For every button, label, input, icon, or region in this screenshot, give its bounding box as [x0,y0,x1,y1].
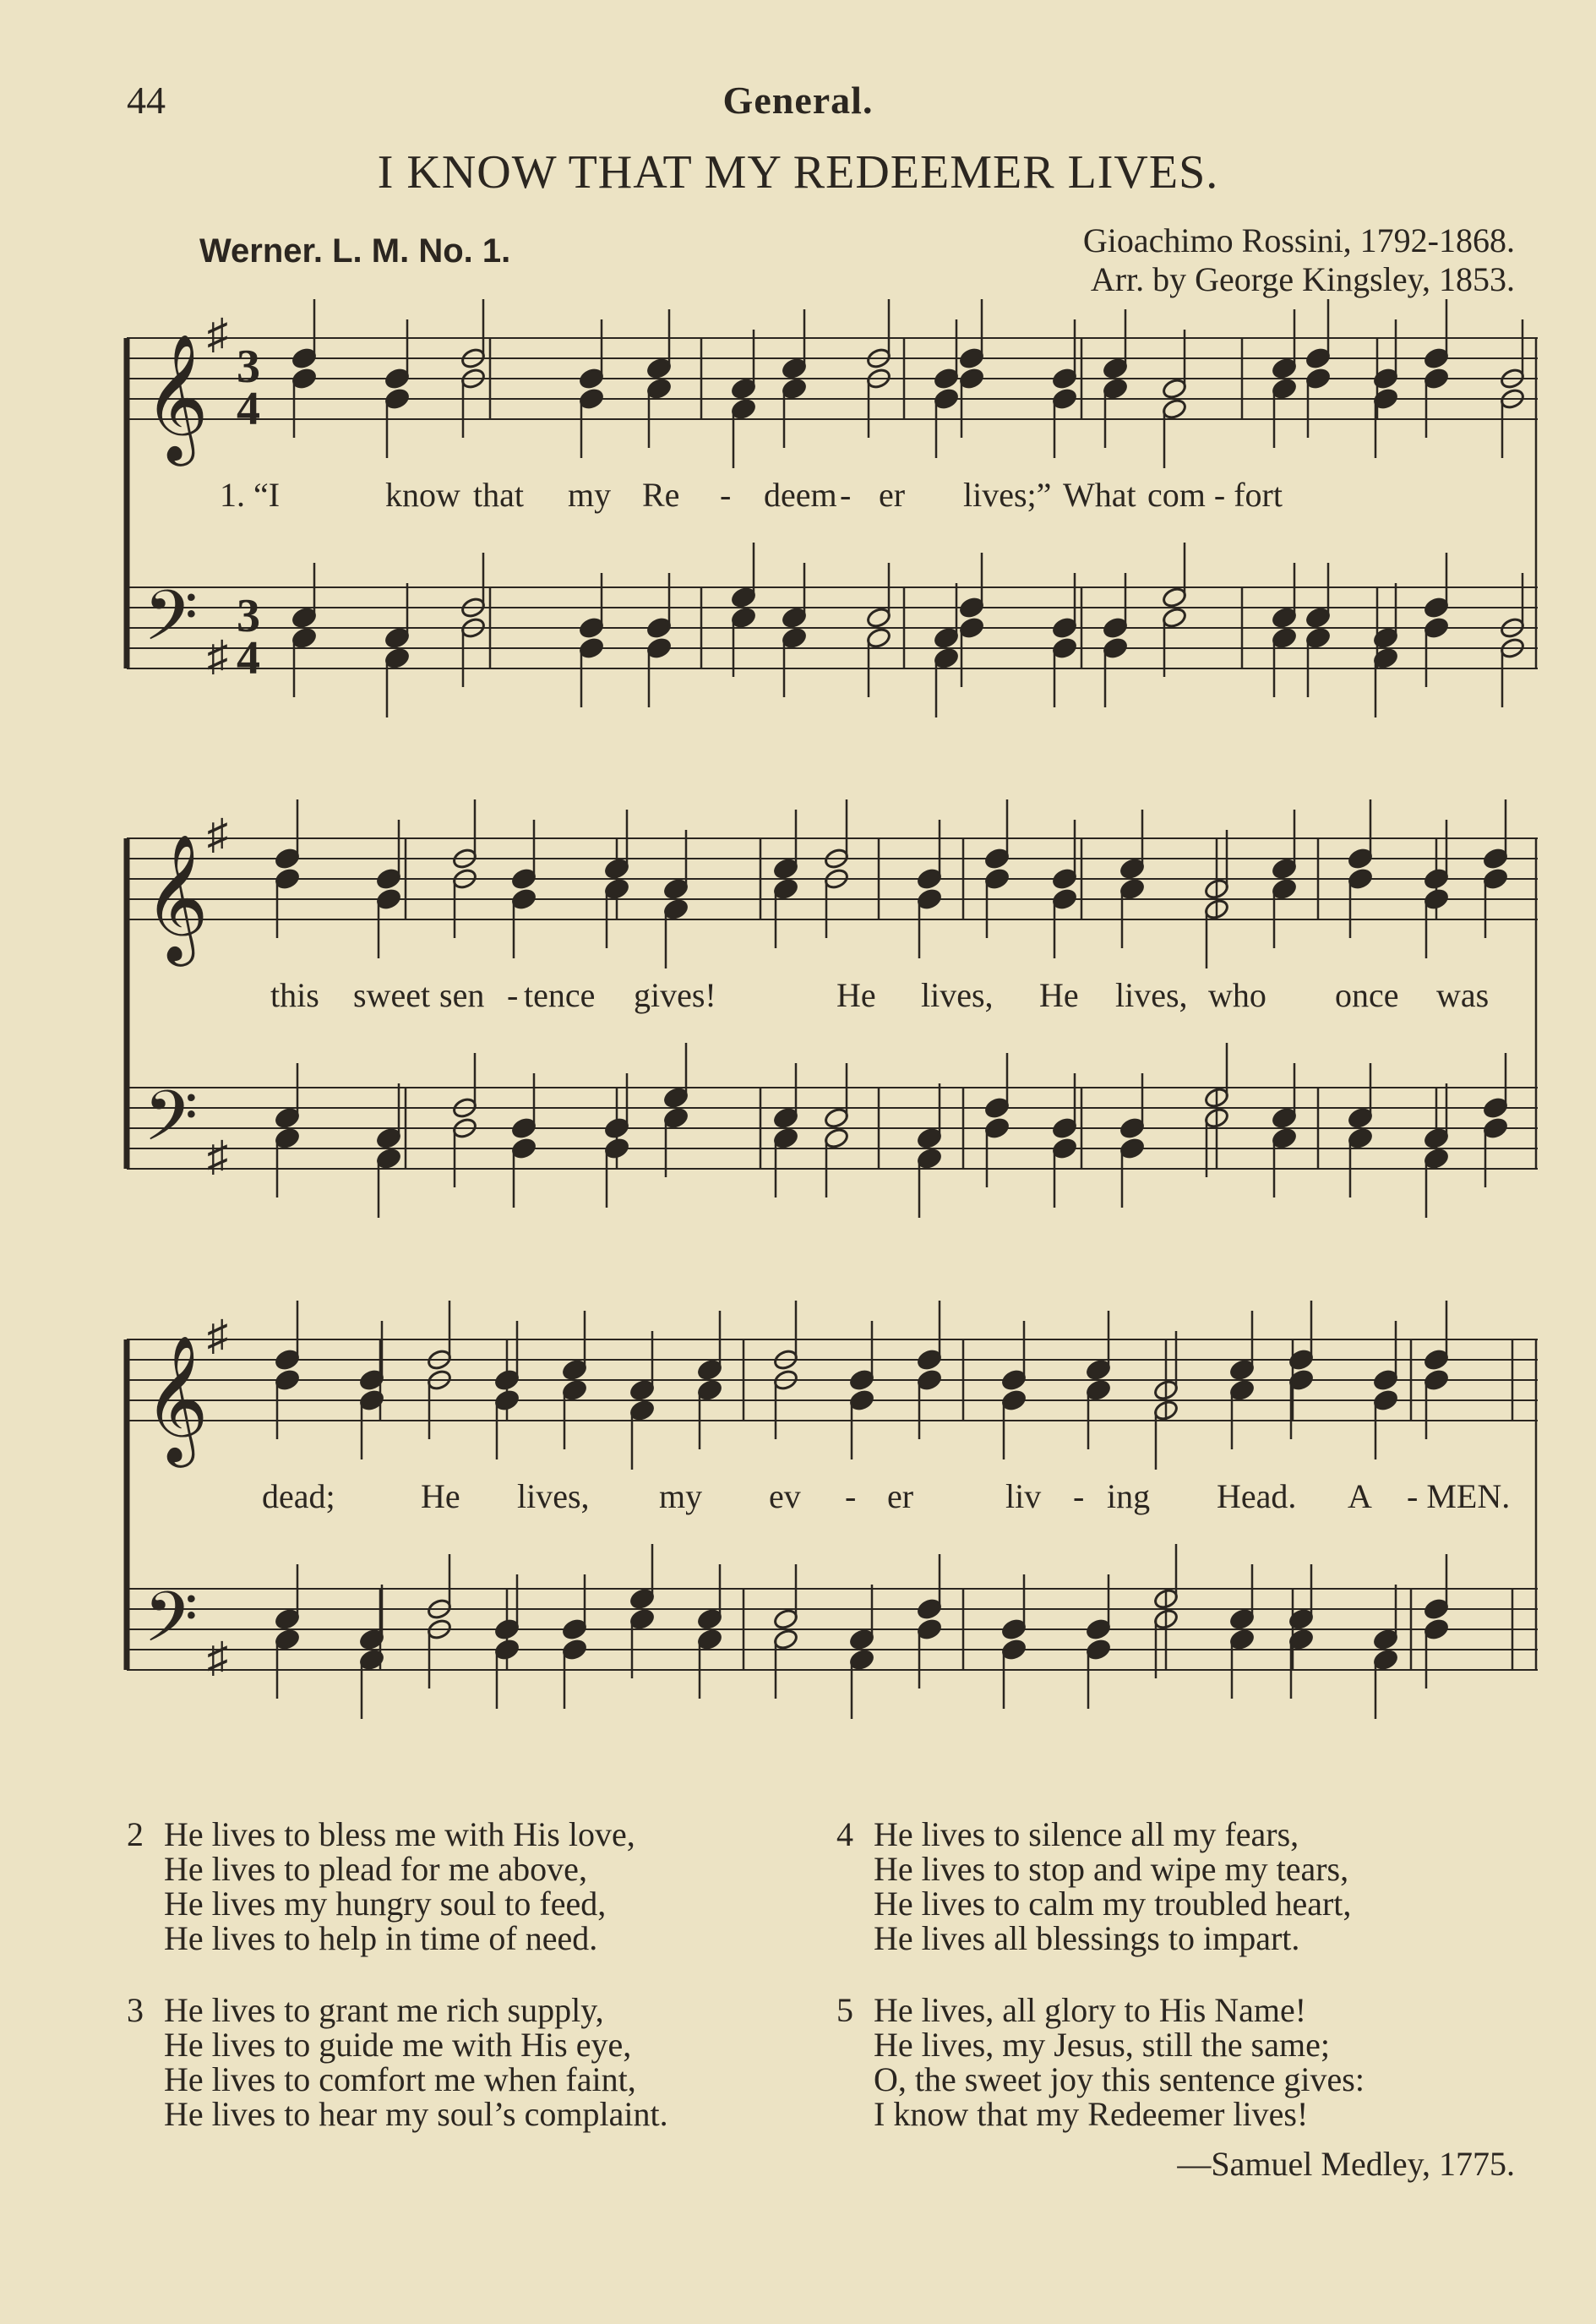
lyric-syllable: sen [439,976,485,1014]
staff-graphics [118,296,1546,735]
lyric-syllable: deem [764,476,837,514]
sharp-sign: ♯ [207,632,228,679]
lyric-syllable: lives;” [963,476,1052,514]
lyric-syllable: - [840,476,852,514]
lyric-syllable: my [659,1477,703,1515]
lyric-syllable: com - fort [1147,476,1283,514]
lyric-syllable: ing [1107,1477,1151,1515]
sharp-sign: ♯ [207,1312,228,1359]
lyric-syllable: lives, [1115,976,1188,1014]
lyric-syllable: tence [524,976,596,1014]
lyric-syllable: 1. “I [220,476,281,514]
treble-clef: 𝄞 [144,1334,209,1462]
lyric-syllable: gives! [634,976,716,1014]
lyric-syllable: was [1436,976,1490,1014]
page-number: 44 [127,79,166,122]
lyric-syllable: He [836,976,876,1014]
bass-clef: 𝄢 [144,1576,199,1675]
lyric-syllable: A [1348,1477,1372,1515]
treble-clef: 𝄞 [144,832,209,961]
stanza-line: He lives to help in time of need. [164,1919,598,1957]
author-credit: —Samuel Medley, 1775. [1177,2145,1515,2183]
stanza-line: He lives to comfort me when faint, [164,2060,636,2098]
music-system-3 [118,1297,1546,1737]
lyric-syllable: er [887,1477,914,1515]
stanza-line: He lives, my Jesus, still the same; [874,2026,1330,2064]
lyric-syllable: - [720,476,732,514]
lyric-syllable: He [1039,976,1079,1014]
time-signature-top: 3 [237,590,260,642]
lyric-syllable: - [1073,1477,1085,1515]
lyric-syllable: sweet [353,976,431,1014]
lyric-syllable: Head. [1217,1477,1297,1515]
sharp-sign: ♯ [207,810,228,858]
stanza-number: 2 [127,1815,144,1853]
lyric-syllable: this [270,976,319,1014]
stanza-line: I know that my Redeemer lives! [874,2095,1309,2133]
lyric-syllable: dead; [262,1477,335,1515]
stanza-line: He lives to grant me rich supply, [164,1991,604,2029]
lyric-syllable: er [879,476,906,514]
stanza-number: 4 [836,1815,853,1853]
lyric-syllable: Re [642,476,680,514]
stanza-line: He lives my hungry soul to feed, [164,1885,607,1923]
composer-credit [1083,221,1515,299]
time-signature-top: 3 [237,341,260,393]
lyric-syllable: that [473,476,524,514]
bass-clef: 𝄢 [144,1075,199,1174]
music-system-2 [118,796,1546,1236]
lyric-syllable: liv [1005,1477,1042,1515]
stanza-number: 5 [836,1991,853,2029]
hymn-title: I KNOW THAT MY REDEEMER LIVES. [377,146,1219,199]
tune-info: Werner. L. M. No. 1. [199,232,511,270]
sharp-sign: ♯ [207,1132,228,1180]
stanza-number: 3 [127,1991,144,2029]
time-signature-bottom: 4 [237,383,260,435]
stanza-line: He lives, all glory to His Name! [874,1991,1307,2029]
lyric-syllable: - MEN. [1407,1477,1511,1515]
lyric-syllable: who [1208,976,1266,1014]
lyric-syllable: He [421,1477,460,1515]
stanza-line: He lives to plead for me above, [164,1850,587,1888]
lyric-syllable: once [1335,976,1399,1014]
lyric-syllable: my [568,476,612,514]
staff-graphics [118,796,1546,1236]
staff-graphics [118,1297,1546,1737]
lyric-syllable: What [1063,476,1136,514]
lyric-syllable: lives, [517,1477,590,1515]
lyric-syllable: ev [769,1477,801,1515]
stanza-line: O, the sweet joy this sentence gives: [874,2060,1364,2098]
bass-clef: 𝄢 [144,575,199,674]
music-system-1 [118,296,1546,735]
stanza-line: He lives to hear my soul’s complaint. [164,2095,668,2133]
stanza-line: He lives to silence all my fears, [874,1815,1299,1853]
stanza-line: He lives to guide me with His eye, [164,2026,632,2064]
treble-clef: 𝄞 [144,332,209,461]
lyric-syllable: - [507,976,519,1014]
stanza-line: He lives to stop and wipe my tears, [874,1850,1349,1888]
section-heading: General. [722,79,874,122]
time-signature-bottom: 4 [237,632,260,685]
lyric-syllable: know [385,476,460,514]
lyric-syllable: lives, [921,976,994,1014]
lyric-syllable: - [845,1477,857,1515]
arranger-line: Arr. by George Kingsley, 1853. [1090,260,1515,298]
stanza-line: He lives to bless me with His love, [164,1815,635,1853]
sharp-sign: ♯ [207,1634,228,1681]
stanza-line: He lives all blessings to impart. [874,1919,1300,1957]
stanza-line: He lives to calm my troubled heart, [874,1885,1352,1923]
sharp-sign: ♯ [207,310,228,357]
composer-line: Gioachimo Rossini, 1792-1868. [1082,221,1515,259]
